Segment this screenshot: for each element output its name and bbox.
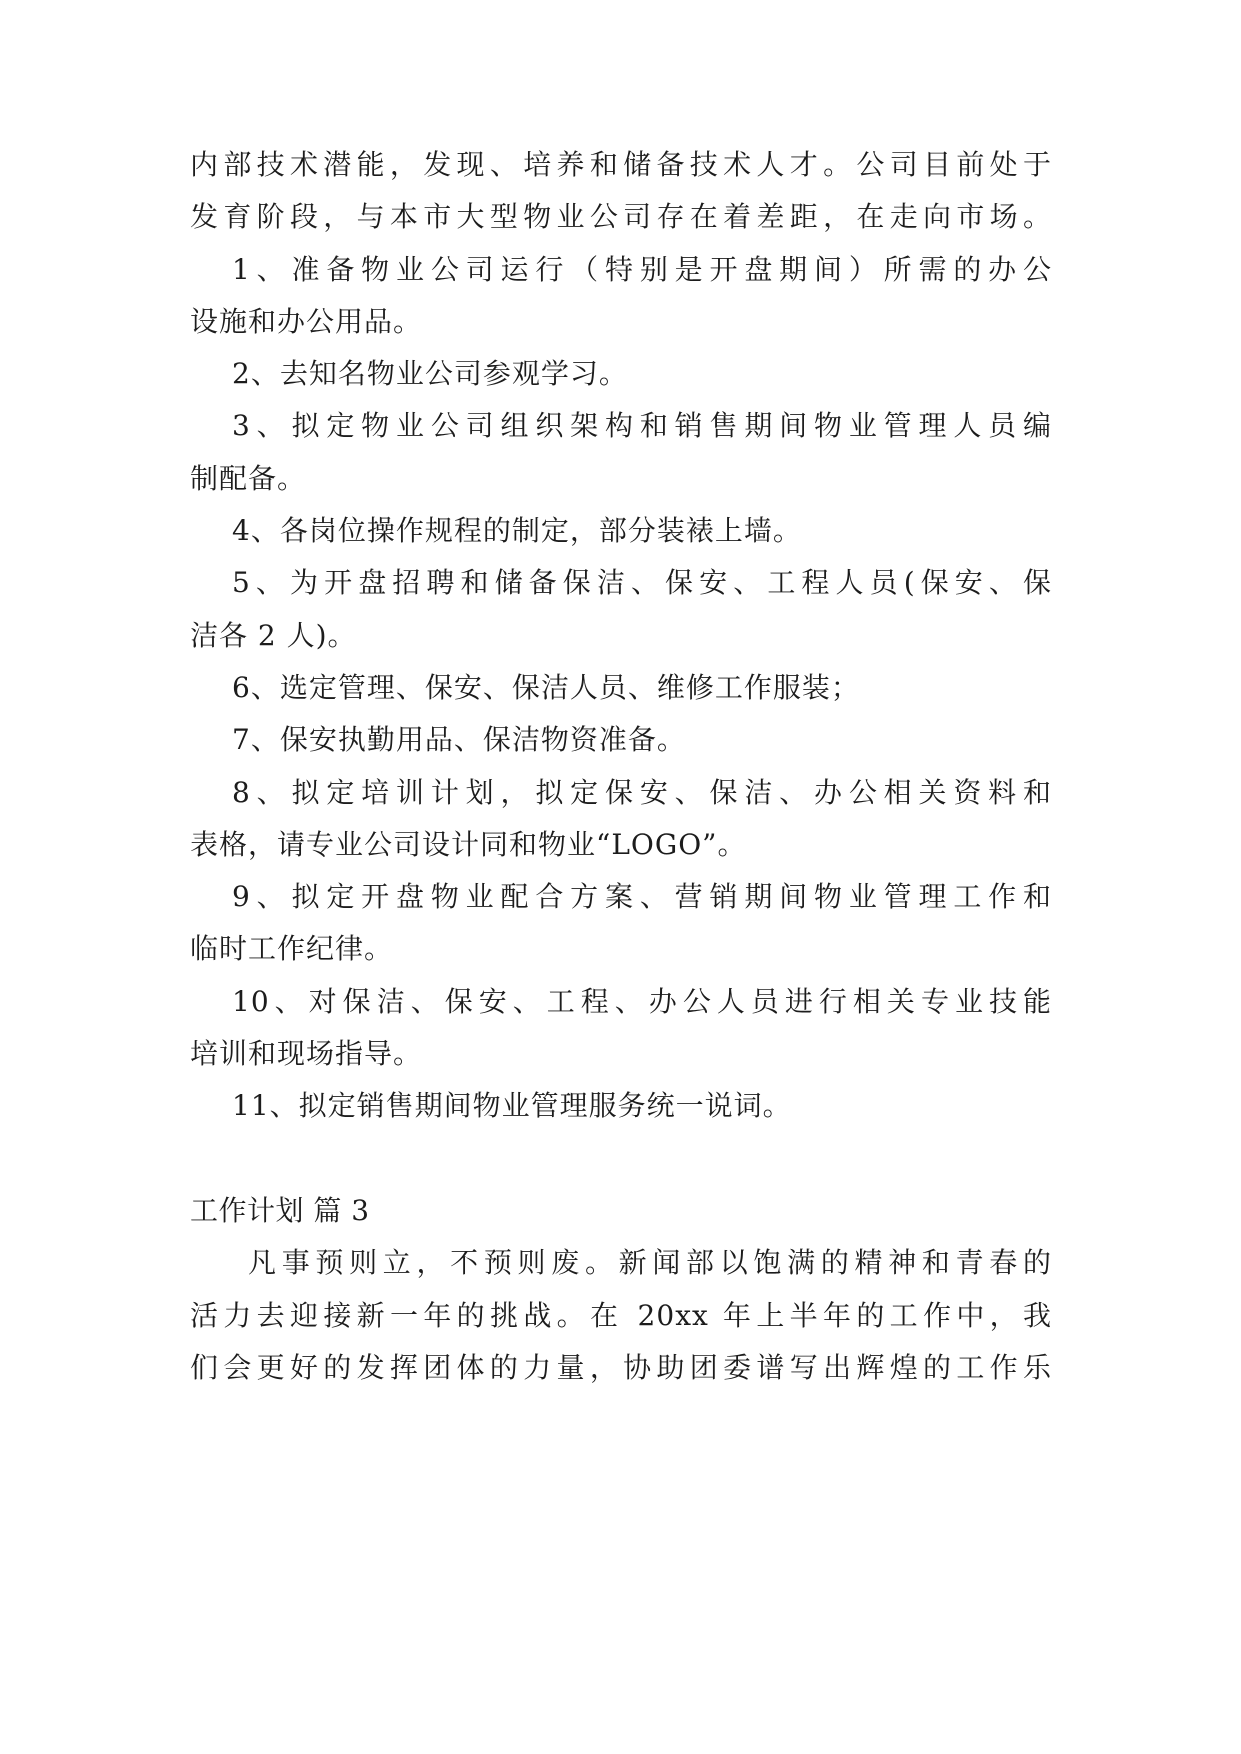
text-line: 们会更好的发挥团体的力量，协助团委谱写出辉煌的工作乐 <box>190 1350 1052 1384</box>
document-body <box>190 139 1052 1394</box>
text-line: 培训和现场指导。 <box>190 1037 423 1071</box>
text-line: 10、对保洁、保安、工程、办公人员进行相关专业技能 <box>232 984 1052 1018</box>
list-item <box>190 871 1052 976</box>
list-item <box>190 557 1052 662</box>
text-line: 临时工作纪律。 <box>190 932 394 966</box>
text-line: 4、各岗位操作规程的制定，部分装裱上墙。 <box>232 514 802 548</box>
list-item <box>190 348 1052 400</box>
text-line: 凡事预则立，不预则废。新闻部以饱满的精神和青春的 <box>248 1246 1052 1280</box>
list-item <box>190 976 1052 1081</box>
text-line: 表格，请专业公司设计同和物业“LOGO”。 <box>190 827 747 861</box>
text-line: 发育阶段，与本市大型物业公司存在着差距，在走向市场。 <box>190 200 1052 234</box>
list-item <box>190 714 1052 766</box>
list-item <box>190 1080 1052 1132</box>
list-item <box>190 767 1052 872</box>
text-line: 6、选定管理、保安、保洁人员、维修工作服装； <box>232 670 860 704</box>
text-line: 11、拟定销售期间物业管理服务统一说词。 <box>232 1089 792 1123</box>
text-line: 设施和办公用品。 <box>190 304 423 338</box>
list-item <box>190 400 1052 505</box>
section-spacer <box>190 1133 1052 1185</box>
text-line: 5、为开盘招聘和储备保洁、保安、工程人员(保安、保 <box>232 566 1052 600</box>
paragraph-intro <box>190 139 1052 244</box>
text-line: 9、拟定开盘物业配合方案、营销期间物业管理工作和 <box>232 880 1052 914</box>
list-item <box>190 505 1052 557</box>
text-line: 1、准备物业公司运行（特别是开盘期间）所需的办公 <box>232 252 1052 286</box>
text-line: 内部技术潜能，发现、培养和储备技术人才。公司目前处于 <box>190 148 1052 181</box>
text-line: 洁各 2 人)。 <box>190 618 357 652</box>
text-line: 制配备。 <box>190 461 307 495</box>
section-heading: 工作计划 篇 3 <box>190 1193 370 1227</box>
text-line: 3、拟定物业公司组织架构和销售期间物业管理人员编 <box>232 409 1052 443</box>
text-line: 8、拟定培训计划，拟定保安、保洁、办公相关资料和 <box>232 775 1052 809</box>
paragraph <box>190 1237 1052 1394</box>
list-item <box>190 662 1052 714</box>
text-line: 活力去迎接新一年的挑战。在 20xx 年上半年的工作中，我 <box>190 1298 1052 1332</box>
list-item <box>190 244 1052 349</box>
text-line: 7、保安执勤用品、保洁物资准备。 <box>232 723 686 757</box>
text-line: 2、去知名物业公司参观学习。 <box>232 357 628 391</box>
